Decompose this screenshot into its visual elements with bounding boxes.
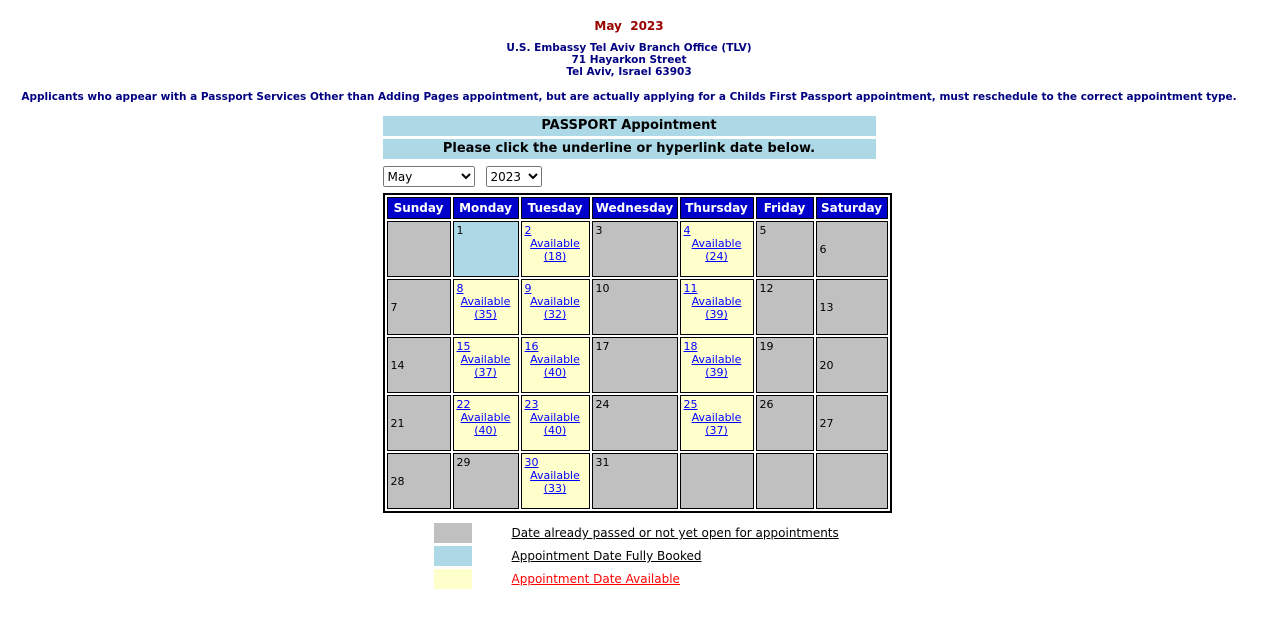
availability-lines: [525, 353, 586, 379]
day-cell-31: [592, 453, 678, 509]
availability-lines: [457, 295, 515, 321]
count-link-8[interactable]: (35): [474, 308, 497, 321]
day-number: 17: [595, 340, 610, 353]
day-number: 12: [759, 282, 774, 295]
day-cell-3: [592, 221, 678, 277]
calendar-legend: [434, 523, 876, 589]
day-number: 29: [456, 456, 471, 469]
day-link-23[interactable]: 23: [524, 398, 539, 411]
day-number: 14: [390, 358, 405, 372]
day-cell-30: [521, 453, 590, 509]
day-number: 13: [819, 300, 834, 314]
day-cell-18: [680, 337, 754, 393]
embassy-address-block: [0, 42, 1258, 78]
legend-swatch-closed: [434, 523, 472, 543]
passport-appointment-header: PASSPORT Appointment: [383, 116, 876, 136]
day-cell-9: [521, 279, 590, 335]
day-link-9[interactable]: 9: [524, 282, 532, 295]
count-link-18[interactable]: (39): [705, 366, 728, 379]
count-link-2[interactable]: (18): [543, 250, 567, 263]
day-cell-12: [756, 279, 814, 335]
year-select[interactable]: [486, 166, 542, 187]
day-header-thursday: Thursday: [680, 197, 754, 219]
availability-lines: [525, 469, 586, 495]
calendar-week-row: [387, 453, 888, 509]
day-cell-25: [680, 395, 754, 451]
count-link-22[interactable]: (40): [474, 424, 497, 437]
availability-lines: [525, 237, 586, 263]
day-cell-20: [816, 337, 888, 393]
legend-item-available: [434, 569, 876, 589]
day-header-monday: Monday: [453, 197, 519, 219]
day-number: 7: [390, 300, 398, 314]
availability-lines: [457, 411, 515, 437]
available-link-8[interactable]: Available: [460, 295, 511, 308]
day-link-15[interactable]: 15: [456, 340, 471, 353]
day-cell-23: [521, 395, 590, 451]
day-number: 26: [759, 398, 774, 411]
day-link-18[interactable]: 18: [683, 340, 698, 353]
availability-lines: [684, 411, 750, 437]
count-link-23[interactable]: (40): [543, 424, 567, 437]
day-header-tuesday: Tuesday: [521, 197, 590, 219]
day-number: 31: [595, 456, 610, 469]
day-cell-16: [521, 337, 590, 393]
day-number: 5: [759, 224, 767, 237]
availability-lines: [684, 295, 750, 321]
month-select[interactable]: [383, 166, 475, 187]
day-link-25[interactable]: 25: [683, 398, 698, 411]
day-number: 21: [390, 416, 405, 430]
day-number: 1: [456, 224, 464, 237]
embassy-name: U.S. Embassy Tel Aviv Branch Office (TLV): [506, 42, 752, 54]
available-link-16[interactable]: Available: [530, 353, 580, 366]
day-cell-22: [453, 395, 519, 451]
calendar-week-row: [387, 395, 888, 451]
calendar-week-row: [387, 337, 888, 393]
day-link-2[interactable]: 2: [524, 224, 532, 237]
day-header-friday: Friday: [756, 197, 814, 219]
count-link-16[interactable]: (40): [543, 366, 567, 379]
available-link-15[interactable]: Available: [460, 353, 511, 366]
availability-lines: [684, 237, 750, 263]
day-cell-24: [592, 395, 678, 451]
day-header-sunday: Sunday: [387, 197, 451, 219]
day-number: 20: [819, 358, 834, 372]
availability-lines: [457, 353, 515, 379]
day-header-saturday: Saturday: [816, 197, 888, 219]
day-cell-19: [756, 337, 814, 393]
count-link-11[interactable]: (39): [705, 308, 728, 321]
available-link-11[interactable]: Available: [691, 295, 742, 308]
day-link-22[interactable]: 22: [456, 398, 471, 411]
day-cell-empty: [680, 453, 754, 509]
day-cell-11: [680, 279, 754, 335]
day-cell-5: [756, 221, 814, 277]
embassy-street: 71 Hayarkon Street: [571, 54, 687, 66]
legend-label-available[interactable]: Appointment Date Available: [511, 572, 680, 586]
availability-lines: [525, 295, 586, 321]
day-link-4[interactable]: 4: [683, 224, 691, 237]
count-link-4[interactable]: (24): [705, 250, 728, 263]
day-cell-empty: [756, 453, 814, 509]
legend-swatch-available: [434, 569, 472, 589]
day-header-wednesday: Wednesday: [592, 197, 678, 219]
legend-label-booked[interactable]: Appointment Date Fully Booked: [511, 549, 702, 563]
day-cell-27: [816, 395, 888, 451]
day-cell-empty: [387, 221, 451, 277]
month-year-title: May 2023: [594, 19, 664, 33]
availability-lines: [684, 353, 750, 379]
day-cell-2: [521, 221, 590, 277]
day-link-11[interactable]: 11: [683, 282, 698, 295]
day-cell-17: [592, 337, 678, 393]
day-link-8[interactable]: 8: [456, 282, 464, 295]
instruction-bar: Please click the underline or hyperlink date below.: [383, 139, 876, 159]
day-cell-empty: [816, 453, 888, 509]
available-link-2[interactable]: Available: [530, 237, 580, 250]
day-number: 3: [595, 224, 603, 237]
appointment-panel: [383, 116, 883, 589]
appointment-calendar: [383, 193, 892, 513]
count-link-9[interactable]: (32): [543, 308, 567, 321]
day-cell-15: [453, 337, 519, 393]
day-number: 19: [759, 340, 774, 353]
available-link-23[interactable]: Available: [530, 411, 580, 424]
day-number: 27: [819, 416, 834, 430]
count-link-25[interactable]: (37): [705, 424, 728, 437]
day-number: 24: [595, 398, 610, 411]
day-cell-4: [680, 221, 754, 277]
day-cell-10: [592, 279, 678, 335]
day-cell-6: [816, 221, 888, 277]
available-link-18[interactable]: Available: [691, 353, 742, 366]
available-link-30[interactable]: Available: [530, 469, 580, 482]
available-link-4[interactable]: Available: [691, 237, 742, 250]
available-link-9[interactable]: Available: [530, 295, 580, 308]
day-cell-29: [453, 453, 519, 509]
available-link-22[interactable]: Available: [460, 411, 511, 424]
day-number: 10: [595, 282, 610, 295]
day-cell-26: [756, 395, 814, 451]
day-link-16[interactable]: 16: [524, 340, 539, 353]
day-cell-14: [387, 337, 451, 393]
day-cell-1: [453, 221, 519, 277]
count-link-30[interactable]: (33): [543, 482, 567, 495]
day-cell-28: [387, 453, 451, 509]
day-link-30[interactable]: 30: [524, 456, 539, 469]
day-number: 6: [819, 242, 827, 256]
legend-swatch-booked: [434, 546, 472, 566]
legend-item-booked: [434, 546, 876, 566]
availability-lines: [525, 411, 586, 437]
day-cell-21: [387, 395, 451, 451]
warning-text: Applicants who appear with a Passport Services Other than Adding Pages appointment, but are actually applying for a Childs First Passport appointment, must reschedule to the correct appointment type.: [21, 91, 1237, 103]
date-selectors: [383, 166, 876, 187]
legend-item-closed: [434, 523, 876, 543]
calendar-week-row: [387, 221, 888, 277]
day-cell-8: [453, 279, 519, 335]
calendar-week-row: [387, 279, 888, 335]
day-number: 28: [390, 474, 405, 488]
legend-label-closed[interactable]: Date already passed or not yet open for appointments: [511, 526, 839, 540]
embassy-city: Tel Aviv, Israel 63903: [566, 66, 692, 78]
count-link-15[interactable]: (37): [474, 366, 497, 379]
available-link-25[interactable]: Available: [691, 411, 742, 424]
day-cell-7: [387, 279, 451, 335]
day-cell-13: [816, 279, 888, 335]
